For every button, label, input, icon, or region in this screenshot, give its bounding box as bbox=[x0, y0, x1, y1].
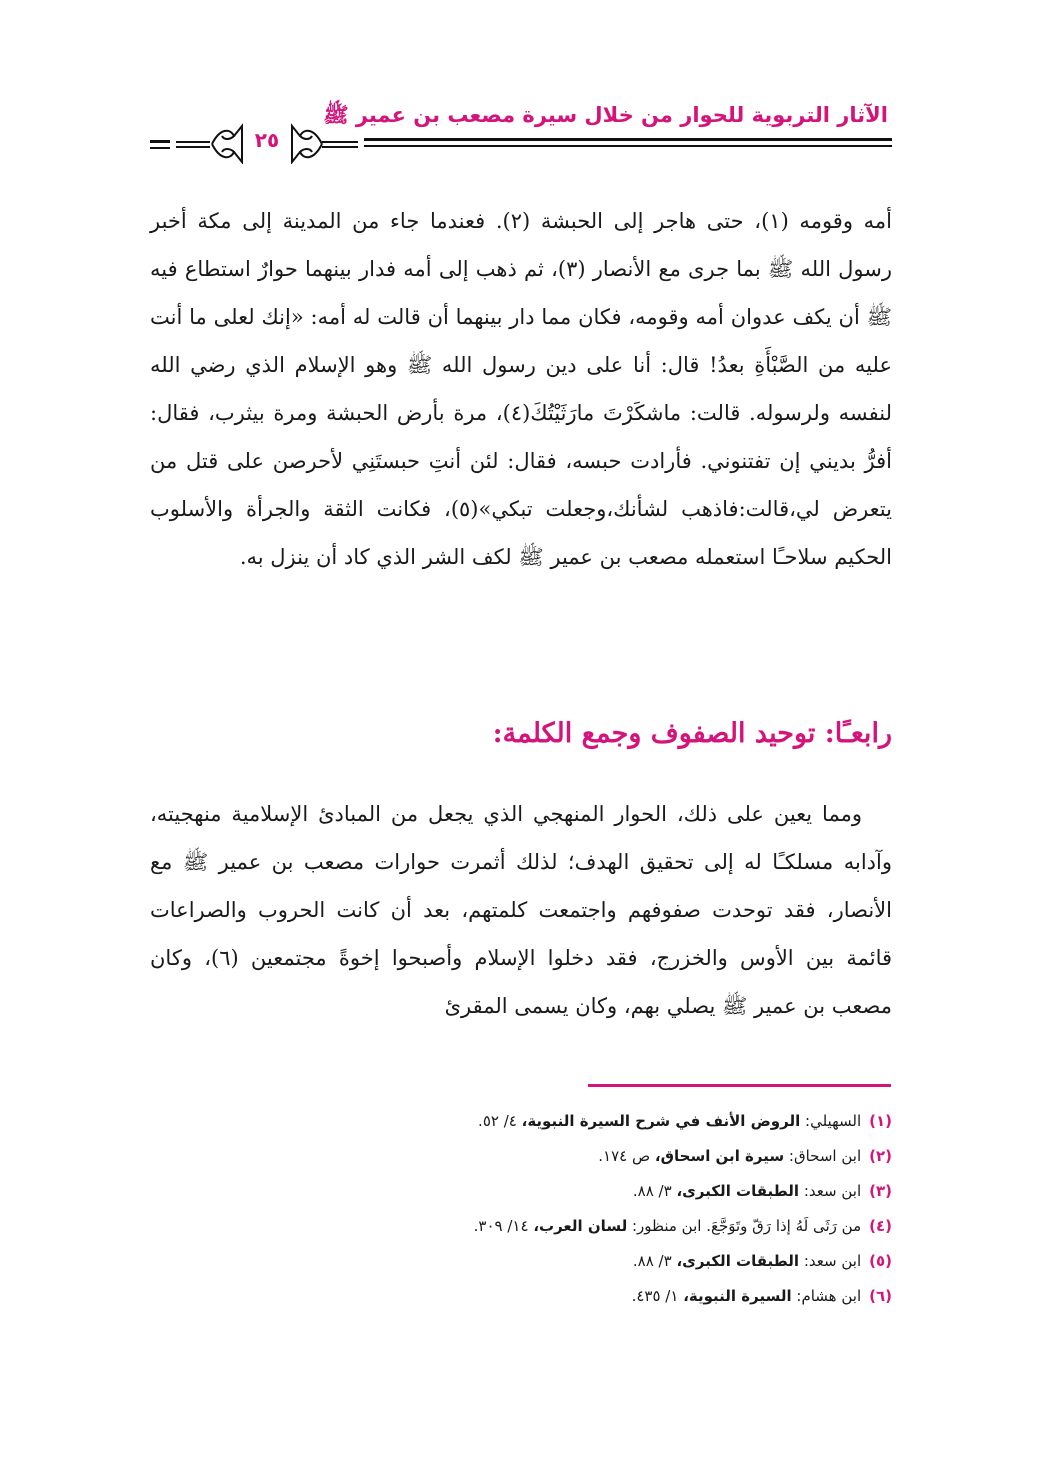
footnote-item bbox=[150, 1244, 892, 1279]
footnote-author: السهيلي: bbox=[805, 1112, 862, 1130]
body-paragraph: ومما يعين على ذلك، الحوار المنهجي الذي يجعل من المبادئ الإسلامية منهجيته، وآدابه مسلكـًا له إلى تحقيق الهدف؛ لذلك أثمرت حوارات مصعب بن عمير ﷺ مع الأنصار، فقد توحدت صفوفهم واجتمعت كلمتهم، بعد أن كانت الحروب والصراعات قائمة بين الأوس والخزرج، فقد دخلوا الإسلام وأصبحوا إخوةً مجتمعين (٦)، وكان مصعب بن عمير ﷺ يصلي بهم، وكان يسمى المقرئ bbox=[150, 802, 892, 1018]
footnote-source: الطبقات الكبرى، bbox=[676, 1182, 800, 1200]
header-rule bbox=[150, 140, 170, 143]
footnote-separator bbox=[588, 1084, 891, 1087]
footnote-author: ابن اسحاق: bbox=[788, 1147, 862, 1165]
footnote-ref: ١٤/ ٣٠٩. bbox=[473, 1217, 529, 1235]
footnote-source: سيرة ابن اسحاق، bbox=[654, 1147, 785, 1165]
footnote-author: ابن سعد: bbox=[803, 1252, 862, 1270]
page-number: ٢٥ bbox=[254, 128, 280, 152]
footnote-ref: ٤/ ٥٢. bbox=[478, 1112, 517, 1130]
header-rule bbox=[150, 147, 170, 149]
footnote-author: ابن هشام: bbox=[796, 1287, 862, 1305]
body-paragraph: أمه وقومه (١)، حتى هاجر إلى الحبشة (٢). فعندما جاء من المدينة إلى مكة أخبر رسول الله ﷺ بما جرى مع الأنصار (٣)، ثم ذهب إلى أمه فدار بينهما حوارٌ استطاع فيه ﷺ أن يكف عدوان أمه وقومه، فكان مما دار بينهما أن قالت له أمه: «إنك لعلى ما أنت عليه من الصَّبْأَةِ بعدُ! قال: أنا على دين رسول الله ﷺ وهو الإسلام الذي رضي الله لنفسه ولرسوله. قالت: ماشكَرْتَ مارَثَيْتُكَ(٤)، مرة بأرض الحبشة ومرة بيثرب، فقال: أفرُّ بديني إن تفتنوني. فأرادت حبسه، فقال: لئن أنتِ حبستَنِي لأحرصن على قتل من يتعرض لي،قالت:فاذهب لشأنك،وجعلت تبكي»(٥)، فكانت الثقة والجرأة والأسلوب الحكيم سلاحـًا استعمله مصعب بن عمير ﷺ لكف الشر الذي كاد أن ينزل به. bbox=[150, 209, 892, 569]
footnote-ref: ٣/ ٨٨. bbox=[632, 1182, 672, 1200]
footnote-author: من رَثَى لَهُ إذا رَقّ وتَوَجَّعَ. ابن منظور: bbox=[632, 1217, 862, 1235]
footnote-number: (٤) bbox=[869, 1217, 892, 1235]
footnote-item bbox=[150, 1279, 892, 1314]
footnotes-list bbox=[150, 1104, 892, 1314]
footnote-item bbox=[150, 1174, 892, 1209]
footnote-source: السيرة النبوية، bbox=[683, 1287, 792, 1305]
header-rule bbox=[364, 138, 892, 141]
footnote-author: ابن سعد: bbox=[803, 1182, 862, 1200]
footnote-ref: ٣/ ٨٨. bbox=[632, 1252, 672, 1270]
footnote-ref: ص ١٧٤. bbox=[598, 1147, 651, 1165]
footnote-number: (٢) bbox=[869, 1147, 892, 1165]
footnote-number: (١) bbox=[869, 1112, 892, 1130]
footnote-source: لسان العرب، bbox=[533, 1217, 628, 1235]
footnote-number: (٥) bbox=[869, 1252, 892, 1270]
footnote-item bbox=[150, 1139, 892, 1174]
footnote-item bbox=[150, 1209, 892, 1244]
footnote-number: (٦) bbox=[869, 1287, 892, 1305]
footnote-number: (٣) bbox=[869, 1182, 892, 1200]
header-rule bbox=[364, 145, 892, 147]
footnote-source: الطبقات الكبرى، bbox=[676, 1252, 800, 1270]
footnote-ref: ١/ ٤٣٥. bbox=[631, 1287, 679, 1305]
footnote-item bbox=[150, 1104, 892, 1139]
page-number-ornament bbox=[172, 122, 362, 164]
page-header bbox=[150, 102, 892, 182]
section-heading: رابعـًا: توحيد الصفوف وجمع الكلمة: bbox=[492, 718, 892, 749]
running-title: الآثار التربوية للحوار من خلال سيرة مصعب بن عمير ﷺ bbox=[323, 103, 888, 127]
footnote-source: الروض الأنف في شرح السيرة النبوية، bbox=[521, 1112, 801, 1130]
